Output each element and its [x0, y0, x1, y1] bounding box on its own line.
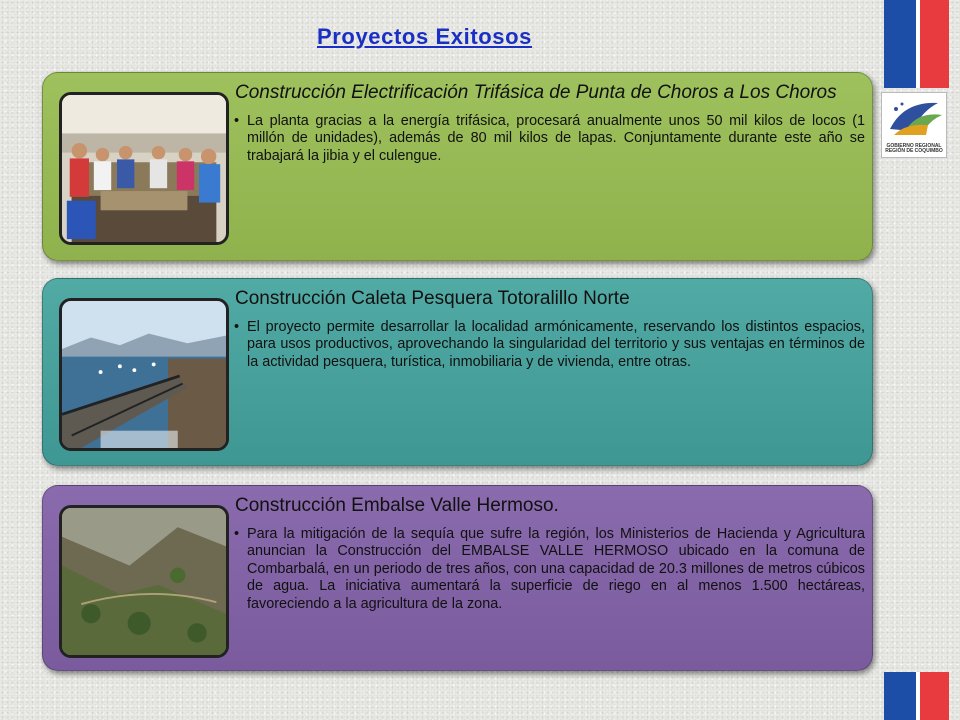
project-card-electrificacion — [42, 72, 873, 261]
project-heading: Construcción Electrificación Trifásica de Punta de Choros a Los Choros — [235, 82, 837, 103]
project-description: • El proyecto permite desarrollar la localidad armónicamente, reservando los distintos espacios, para usos productivos, aprovechando la singularidad del territorio y sus ventajas en términos de la actividad pesquera, turística, inmobiliaria y de vivienda, entre otras. — [234, 319, 865, 370]
chile-flag-stripe-bottom — [884, 672, 949, 720]
project-heading: Construcción Embalse Valle Hermoso. — [235, 495, 559, 516]
project-description: • La planta gracias a la energía trifásica, procesará anualmente unos 50 mil kilos de locos (1 millón de unidades), además de 80 mil kilos de lapas. Conjuntamente durante este año se trabajará la jibia y el culengue. — [234, 113, 865, 164]
project-description-text: El proyecto permite desarrollar la localidad armónicamente, reservando los distintos espacios, para usos productivos, aprovechando la singularidad del territorio y sus ventajas en términos de la actividad pesquera, turística, inmobiliaria y de vivienda, entre otras. — [247, 319, 865, 370]
page-title: Proyectos Exitosos — [317, 24, 532, 49]
project-description-text: Para la mitigación de la sequía que sufre la región, los Ministerios de Hacienda y Agricultura anuncian la Construcción del EMBALSE VALLE HERMOSO ubicado en la comuna de Combarbalá, en un periodo de tres años, con una capacidad de 20.3 millones de metros cúbicos de agua. La iniciativa aumentará la superficie de riego en al menos 1.500 hectáreas, favoreciendo a la agricultura de la zona. — [247, 526, 865, 612]
chile-flag-stripe-top — [884, 0, 949, 88]
photo-fish-processing-plant — [59, 92, 229, 245]
logo-text: GOBIERNO REGIONAL REGIÓN DE COQUIMBO — [885, 143, 943, 154]
project-description-text: La planta gracias a la energía trifásica, procesará anualmente unos 50 mil kilos de locos (1 millón de unidades), además de 80 mil kilos de lapas. Conjuntamente durante este año se trabajará la jibia y el culengue. — [247, 113, 865, 164]
project-description: • Para la mitigación de la sequía que sufre la región, los Ministerios de Hacienda y Agricultura anuncian la Construcción del EMBALSE VALLE HERMOSO ubicado en la comuna de Combarbalá, en un periodo de tres años, con una capacidad de 20.3 millones de metros cúbicos de agua. La iniciativa aumentará la superficie de riego en al menos 1.500 hectáreas, favoreciendo a la agricultura de la zona. — [234, 526, 865, 612]
gobierno-regional-logo — [881, 92, 947, 158]
photo-valley-hills — [59, 505, 229, 658]
project-card-embalse — [42, 485, 873, 671]
project-heading: Construcción Caleta Pesquera Totoralillo Norte — [235, 288, 630, 309]
project-card-caleta — [42, 278, 873, 466]
photo-fishing-pier — [59, 298, 229, 451]
